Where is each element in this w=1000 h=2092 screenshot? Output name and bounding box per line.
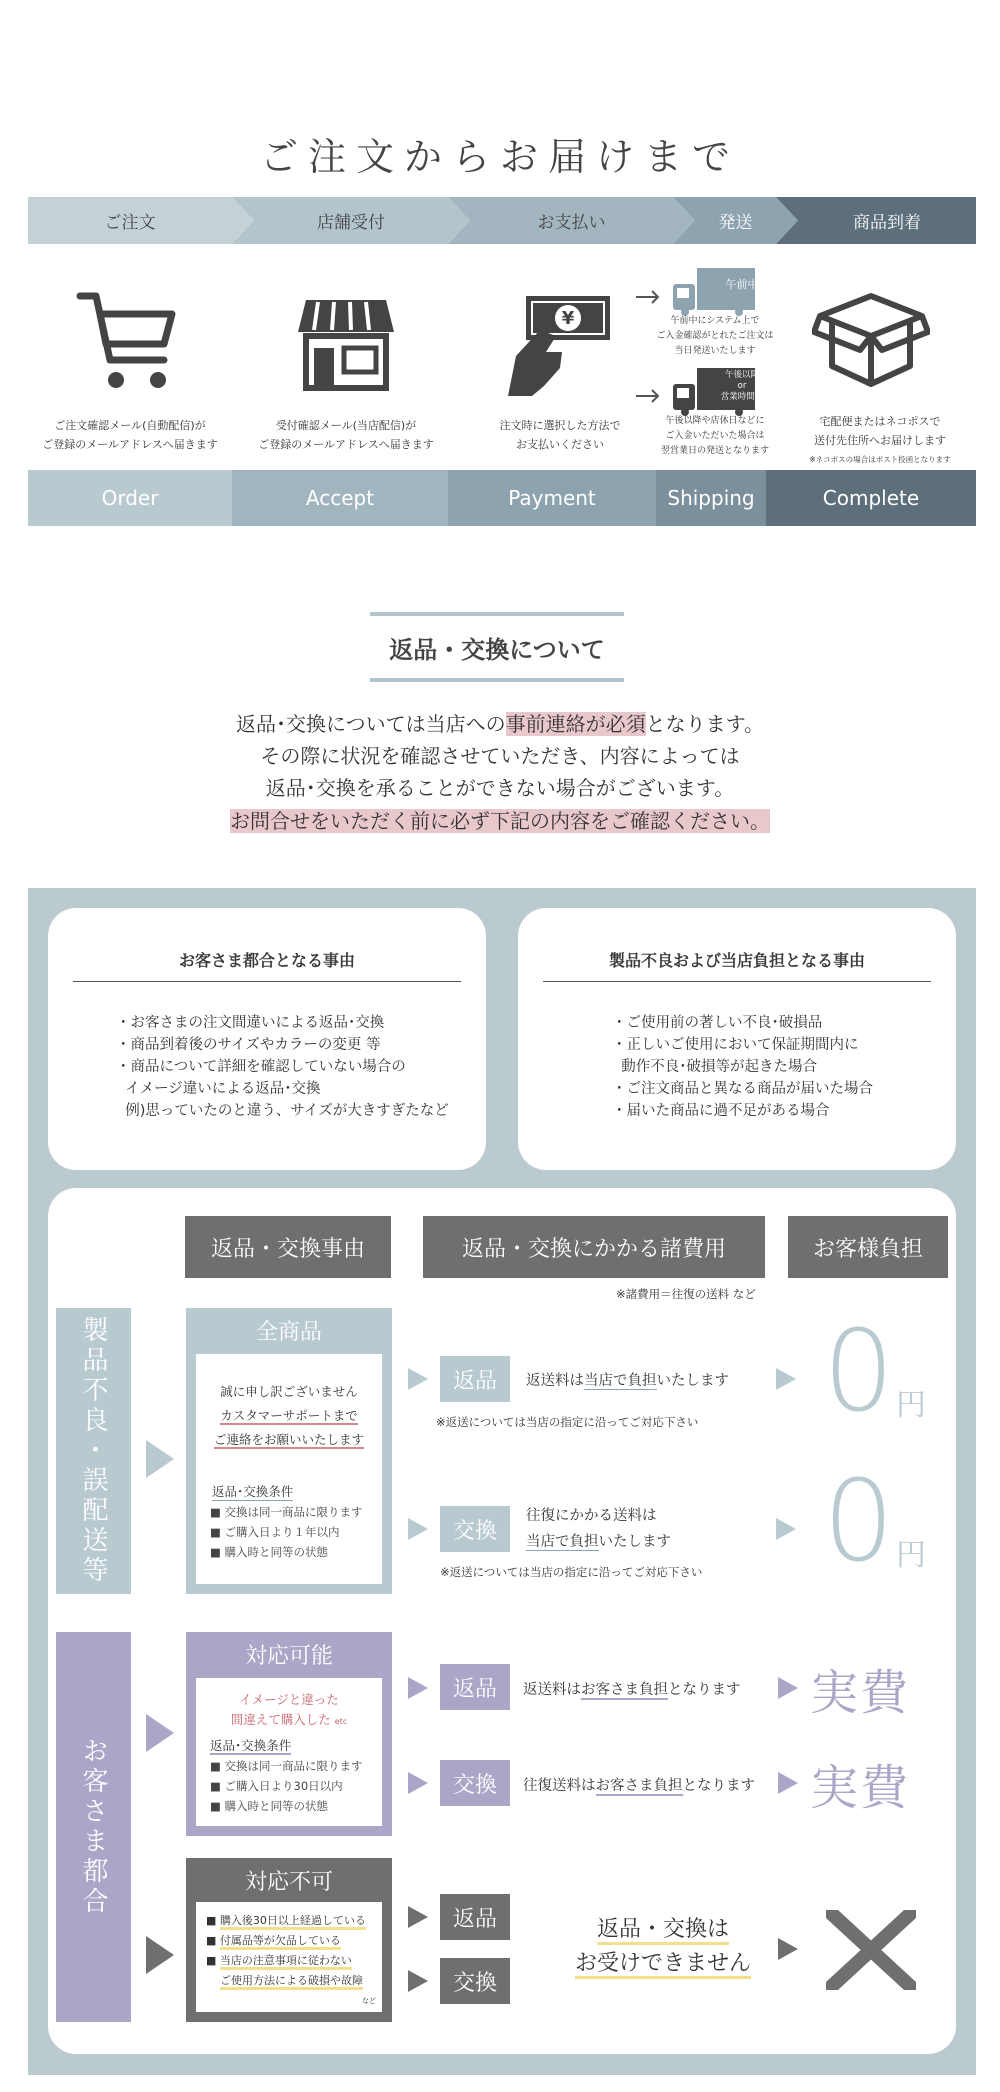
arrow-defect-return-cost bbox=[776, 1368, 796, 1390]
arrow-ng-exchange bbox=[408, 1970, 428, 1992]
ship-pm-text: 午後以降や店休日などに ご入金いただいた場合は 翌営業日の発送となります bbox=[660, 416, 769, 456]
returns-line-3: 返品･交換を承ることができない場合がございます。 bbox=[265, 776, 735, 800]
ng-etc: など bbox=[362, 1997, 376, 2005]
customer-ng-inner bbox=[196, 1902, 382, 2012]
ng-item-4: ご使用方法による破損や故障 bbox=[220, 1972, 363, 1988]
ng-exchange-tag: 交換 bbox=[440, 1958, 510, 2004]
yen-symbol: ¥ bbox=[561, 308, 575, 329]
customer-ng-title: 対応不可 bbox=[244, 1869, 333, 1895]
arrow-defect-return bbox=[408, 1368, 428, 1390]
arrow-customer-exchange-cost bbox=[778, 1772, 798, 1794]
arrow-customer-ok bbox=[146, 1714, 174, 1752]
defect-return-tag: 返品 bbox=[440, 1356, 510, 1402]
customer-reason-list: ・お客さまの注文間違いによる返品･交換 ・商品到着後のサイズやカラーの変更 等 ・商品について詳細を確認していない場合の イメージ違いによる返品･交換 例)思っていたのと違う、サイズが大きすぎたなど bbox=[116, 1015, 449, 1119]
defect-conds: ■ 交換は同一商品に限ります ■ ご購入日より１年以内 ■ 購入時と同等の状態 bbox=[210, 1505, 363, 1559]
cross-icon bbox=[826, 1910, 916, 1990]
customer-exchange-cost: 実費 bbox=[810, 1760, 911, 1816]
customer-ok-msg-1: イメージと違った bbox=[239, 1692, 339, 1707]
store-icon bbox=[296, 296, 396, 391]
defect-return-desc: 返送料は当店で負担いたします bbox=[526, 1373, 729, 1389]
customer-reason-card bbox=[48, 908, 486, 1170]
step-en-payment: Payment bbox=[448, 470, 656, 526]
customer-return-cost: 実費 bbox=[810, 1665, 911, 1721]
customer-return-tag: 返品 bbox=[440, 1664, 510, 1710]
ng-item-1: ■ 購入後30日以上経過している bbox=[206, 1912, 366, 1928]
step-payment: お支払い bbox=[537, 213, 606, 233]
defect-return-yen: 円 bbox=[896, 1388, 926, 1423]
defect-return-cost: 0 bbox=[823, 1307, 895, 1437]
customer-reason-title: お客さま都合となる事由 bbox=[73, 948, 461, 982]
defect-exchange-desc-2: 当店で負担いたします bbox=[526, 1534, 671, 1550]
caption-order: ご注文確認メール(自動配信)が ご登録のメールアドレスへ届きます bbox=[42, 419, 218, 451]
flow-steps bbox=[28, 197, 976, 244]
caption-complete: 宅配便またはネコポスで 送付先住所へお届けします bbox=[814, 415, 946, 447]
defect-msg-1: 誠に申し訳ございません bbox=[220, 1384, 358, 1399]
customer-exchange-tag: 交換 bbox=[440, 1760, 510, 1806]
customer-exchange-desc: 往復送料はお客さま負担となります bbox=[523, 1778, 755, 1794]
defect-box bbox=[186, 1308, 392, 1594]
header-burden: お客様負担 bbox=[788, 1216, 948, 1278]
ng-msg-1: 返品・交換は bbox=[548, 1912, 778, 1943]
returns-table-card bbox=[48, 1188, 956, 2054]
step-shipping: 発送 bbox=[718, 213, 753, 233]
step-en-complete: Complete bbox=[766, 470, 976, 526]
step-order: ご注文 bbox=[104, 213, 156, 233]
arrow-defect-exchange-cost bbox=[776, 1518, 796, 1540]
sidebar-customer: お客さま都合 bbox=[56, 1632, 131, 2022]
customer-cond-title: 返品･交換条件 bbox=[210, 1738, 292, 1753]
arrow-customer-exchange bbox=[408, 1772, 428, 1794]
returns-line-4: お問合せをいただく前に必ず下記の内容をご確認ください。 bbox=[230, 809, 770, 833]
defect-cond-title: 返品･交換条件 bbox=[212, 1484, 294, 1499]
customer-ok-title: 対応可能 bbox=[244, 1643, 333, 1669]
arrow-defect-exchange bbox=[408, 1518, 428, 1540]
defect-exchange-tag: 交換 bbox=[440, 1506, 510, 1552]
defect-exchange-yen: 円 bbox=[896, 1538, 926, 1573]
step-en-order: Order bbox=[28, 470, 232, 526]
caption-payment: 注文時に選択した方法で お支払いください bbox=[499, 419, 621, 451]
customer-ok-box bbox=[186, 1632, 392, 1836]
arrow-defect bbox=[146, 1440, 174, 1478]
box-icon bbox=[812, 286, 930, 392]
returns-line-1: 返品･交換については当店への事前連絡が必須となります。 bbox=[235, 712, 764, 736]
defect-exchange-desc-1: 往復にかかる送料は bbox=[526, 1508, 657, 1524]
ng-item-3: ■ 当店の注意事項に従わない bbox=[206, 1952, 352, 1968]
defect-reason-list: ・ご使用前の著しい不良･破損品 ・正しいご使用において保証期間内に 動作不良･破損等が起きた場合 ・ご注文商品と異なる商品が届いた場合 ・届いた商品に過不足がある場合 bbox=[612, 1015, 873, 1119]
header-note: ※諸費用＝往復の送料 など bbox=[616, 1287, 756, 1301]
defect-return-note: ※返送については当店の指定に沿ってご対応下さい bbox=[436, 1415, 699, 1429]
arrow-right-icon bbox=[636, 290, 664, 304]
ng-return-tag: 返品 bbox=[440, 1894, 510, 1940]
returns-title: 返品・交換について bbox=[370, 612, 624, 682]
arrow-right-icon bbox=[636, 389, 664, 403]
ng-item-2: ■ 付属品等が欠品している bbox=[206, 1932, 341, 1948]
step-complete: 商品到着 bbox=[853, 213, 921, 233]
defect-reason-title: 製品不良および当店負担となる事由 bbox=[543, 948, 931, 982]
customer-return-desc: 返送料はお客さま負担となります bbox=[523, 1682, 741, 1698]
defect-exchange-cost: 0 bbox=[823, 1457, 895, 1587]
defect-reason-card bbox=[518, 908, 956, 1170]
ship-am-text: 午前中にシステム上で ご入金確認がとれたご注文は 当日発送いたします bbox=[656, 316, 774, 356]
step-en-shipping: Shipping bbox=[656, 470, 766, 526]
returns-line-2: その際に状況を確認させていただき、内容によっては bbox=[260, 744, 740, 768]
arrow-customer-ng bbox=[146, 1936, 174, 1974]
flow-title: ご注文からお届けまで bbox=[259, 135, 740, 179]
arrow-ng-cost bbox=[778, 1938, 798, 1960]
arrow-ng-return bbox=[408, 1906, 428, 1928]
flow-steps-en bbox=[28, 470, 976, 526]
defect-box-title: 全商品 bbox=[255, 1319, 322, 1345]
defect-box-inner bbox=[196, 1354, 382, 1584]
customer-conds: ■ 交換は同一商品に限ります ■ ご購入日より30日以内 ■ 購入時と同等の状態 bbox=[210, 1759, 363, 1813]
header-reason: 返品・交換事由 bbox=[185, 1216, 391, 1278]
ng-msg-2: お受けできません bbox=[548, 1946, 778, 1977]
customer-ok-inner bbox=[196, 1678, 382, 1826]
sidebar-defect: 製品不良・誤配送等 bbox=[56, 1308, 131, 1594]
arrow-customer-return bbox=[408, 1677, 428, 1699]
header-cost: 返品・交換にかかる諸費用 bbox=[423, 1216, 765, 1278]
returns-panel bbox=[28, 888, 976, 2075]
customer-ng-box bbox=[186, 1858, 392, 2022]
payment-hand-icon bbox=[504, 290, 614, 400]
caption-complete-note: ※ネコポスの場合はポスト投函となります bbox=[809, 455, 951, 464]
caption-accept: 受付確認メール(当店配信)が ご登録のメールアドレスへ届きます bbox=[258, 419, 434, 451]
defect-msg-2: カスタマーサポートまで bbox=[220, 1408, 358, 1423]
truck-am-label: 午前中 bbox=[725, 278, 759, 291]
cart-icon bbox=[76, 288, 176, 398]
step-accept: 店舗受付 bbox=[317, 213, 385, 233]
customer-ok-msg-2: 間違えて購入した etc bbox=[230, 1712, 348, 1727]
defect-msg-3: ご連絡をお願いいたします bbox=[213, 1432, 364, 1447]
defect-exchange-note: ※返送については当店の指定に沿ってご対応下さい bbox=[440, 1565, 703, 1579]
arrow-customer-return-cost bbox=[778, 1677, 798, 1699]
step-en-accept: Accept bbox=[232, 470, 448, 526]
truck-pm-label: 午後以降 or 営業時間外 bbox=[720, 370, 764, 402]
